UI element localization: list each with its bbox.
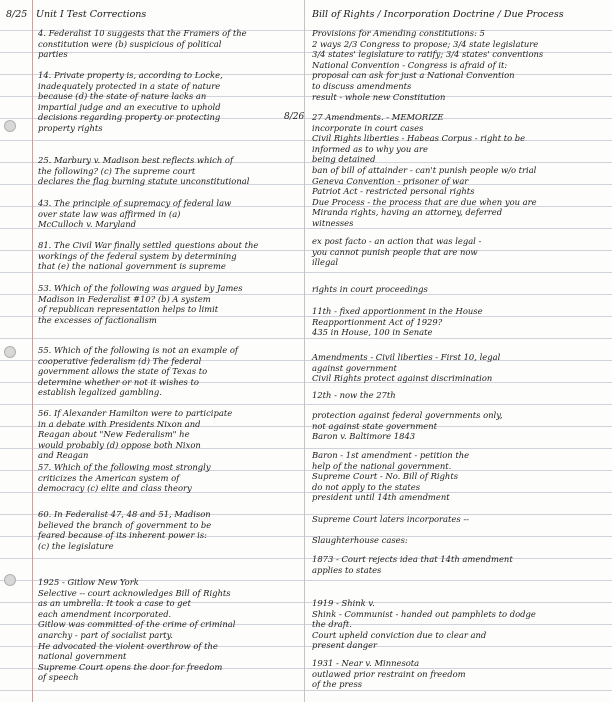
binder-hole: [4, 120, 16, 132]
right-entry: 1931 - Near v. Minnesota outlawed prior restraint on freedom of the press: [312, 658, 466, 690]
right-entry: Supreme Court laters incorporates --: [312, 514, 469, 524]
right-entry: Baron - 1st amendment - petition the help of the national government. Supreme Court - No. Bill of Rights do not apply to the states president until 14th amendment: [312, 450, 470, 503]
left-entry: 25. Marbury v. Madison best reflects which of the following? (c) The supreme court declares the flag burning statute unconstitutional: [38, 155, 250, 187]
right-entry: Slaughterhouse cases:: [312, 535, 408, 545]
right-entry: Amendments - Civil liberties - First 10, legal against government Civil Rights protect against discrimination: [312, 352, 501, 384]
header-date: 8/25: [6, 9, 28, 20]
left-entry: 60. In Federalist 47, 48 and 51, Madison believed the branch of government to be feared because of its inherent power is: (c) the legislature: [38, 509, 212, 551]
right-entry: 1873 - Court rejects idea that 14th amendment applies to states: [312, 554, 513, 575]
right-title: Bill of Rights / Incorporation Doctrine / Due Process: [312, 9, 564, 20]
left-entry: 4. Federalist 10 suggests that the Framers of the constitution were (b) suspicious of political parties: [38, 28, 247, 60]
left-entry: 56. If Alexander Hamilton were to participate in a debate with Presidents Nixon and Reagan about "New Federalism" he would probably (d) oppose both Nixon and Reagan: [38, 408, 233, 461]
left-title: Unit I Test Corrections: [36, 9, 147, 20]
right-entry: rights in court proceedings: [312, 284, 428, 294]
column-divider: [304, 0, 305, 702]
left-entry: 53. Which of the following was argued by James Madison in Federalist #10? (b) A system of republican representation helps to limit the excesses of factionalism: [38, 283, 243, 325]
left-entry: 81. The Civil War finally settled questions about the workings of the federal system by determining that (e) the national government is supreme: [38, 240, 259, 272]
right-entry: ex post facto - an action that was legal - you cannot punish people that are now illegal: [312, 236, 482, 268]
right-entry: 1919 - Shink v. Shink - Communist - handed out pamphlets to dodge the draft. Court upheld conviction due to clear and present danger: [312, 598, 536, 651]
margin-line: [32, 0, 33, 702]
binder-hole: [4, 346, 16, 358]
left-entry: 43. The principle of supremacy of federal law over state law was affirmed in (a) McCulloch v. Maryland: [38, 198, 232, 230]
binder-hole: [4, 574, 16, 586]
right-entry: 27 Amendments. - MEMORIZE incorporate in court cases Civil Rights liberties - Habeas Corpus - right to be informed as to why you are being detained ban of bill of attainder - can't punish people w/o trial Geneva Convention - prisoner of war Patriot Act - restricted personal rights Due Process - the process that are due when you are Miranda rights, having an attorney, deferred witnesses: [312, 112, 537, 228]
left-entry: 55. Which of the following is not an example of cooperative federalism (d) The federal government allows the state of Texas to determine whether or not it wishes to establish legalized gambling.: [38, 345, 238, 398]
right-date: 8/26: [284, 112, 305, 122]
right-entry: Provisions for Amending constitutions: 5 2 ways 2/3 Congress to propose; 3/4 state legislature 3/4 states' legislature to ratify; 3/4 states' conventions National Convention - Congress is afraid of it: proposal can ask for just a National Convention to discuss amendments result - whole new Constitution: [312, 28, 544, 102]
left-entry: 14. Private property is, according to Locke, inadequately protected in a state of nature because (d) the state of nature lacks an impartial judge and an executive to uphold decisions regarding property or protecting property rights: [38, 70, 223, 133]
right-entry: 12th - now the 27th: [312, 390, 396, 400]
left-entry: 1925 - Gitlow New York Selective -- court acknowledges Bill of Rights as an umbrella. It took a case to get each amendment incorporated. Gitlow was committed of the crime of criminal anarchy - part of socialist party. He advocated the violent overthrow of the national government Supreme Court opens the door for freedom of speech: [38, 577, 236, 683]
right-entry: protection against federal governments only, not against state government Baron v. Baltimore 1843: [312, 410, 503, 442]
right-entry: 11th - fixed apportionment in the House Reapportionment Act of 1929? 435 in House, 100 in Senate: [312, 306, 483, 338]
left-entry: 57. Which of the following most strongly criticizes the American system of democracy (c) elite and class theory: [38, 462, 211, 494]
